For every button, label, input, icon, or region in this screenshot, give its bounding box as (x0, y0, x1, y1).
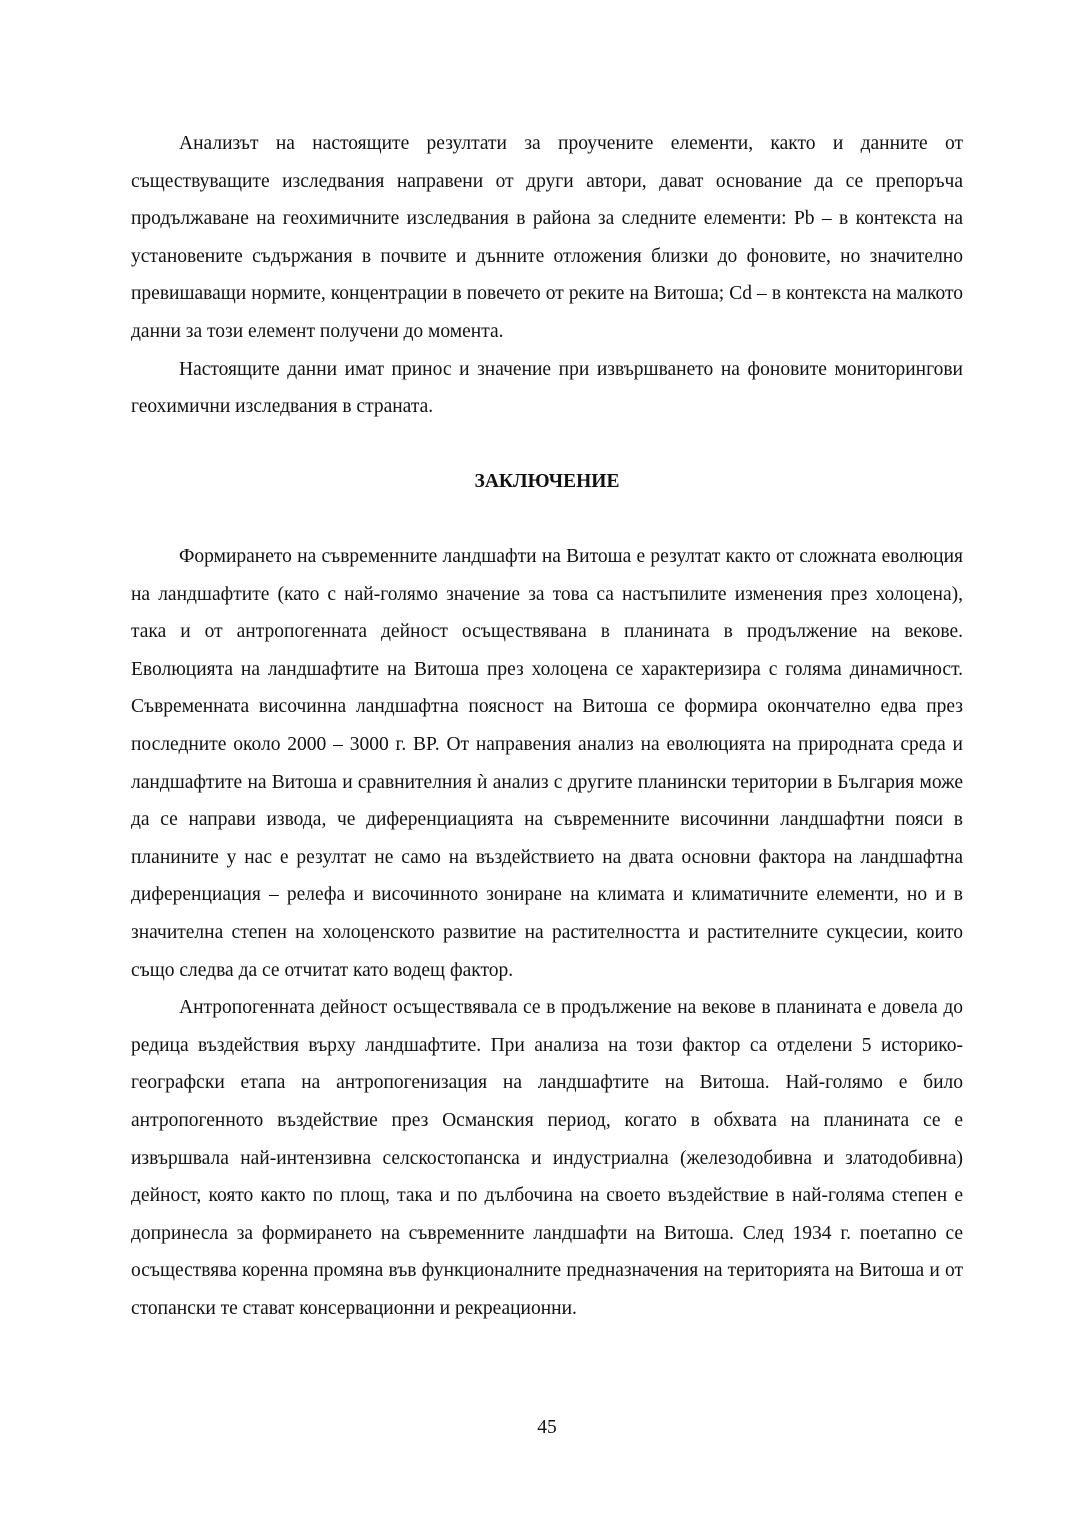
page-number: 45 (537, 1417, 557, 1438)
conclusion-text-block (131, 538, 963, 1327)
paragraph-anthropogenic-activity: Антропогенната дейност осъществявала се в продължение на векове в планината е довела до редица въздействия върху ландшафтите. При анализа на този фактор са отделени 5 историко-географски етапа на антропогенизация на ландшафтите на Витоша. Най-голямо е било антропогенното въздействие през Османския период, когато в обхвата на планината се е извършвала най-интензивна селскостопанска и индустриална (железодобивна и златодобивна) дейност, която както по площ, така и по дълбочина на своето въздействие в най-голяма степен е допринесла за формирането на съвременните ландшафти на Витоша. След 1934 г. поетапно се осъществява коренна промяна във функционалните предназначения на територията на Витоша и от стопански те стават консервационни и рекреационни. (131, 997, 963, 1319)
paragraph-analysis: Анализът на настоящите резултати за проучените елементи, както и данните от съществуващите изследвания направени от други автори, дават основание да се препоръча продължаване на геохимичните изследвания в района за следните елементи: Pb – в контекста на установените съдържания в почвите и дънните отложения близки до фоновите, но значително превишаващи нормите, концентрации в повечето от реките на Витоша; Cd – в контекста на малкото данни за този елемент получени до момента. (131, 133, 963, 342)
paragraph-monitoring: Настоящите данни имат принос и значение при извършването на фоновите мониторингови геохимични изследвания в страната. (131, 358, 963, 418)
paragraph-landscape-formation: Формирането на съвременните ландшафти на Витоша е резултат както от сложната еволюция на ландшафтите (като с най-голямо значение за това са настъпилите изменения през холоцена), така и от антропогенната дейност осъществявана в планината в продължение на векове. Еволюцията на ландшафтите на Витоша през холоцена се характеризира с голяма динамичност. Съвременната височинна ландшафтна поясност на Витоша се формира окончателно едва през последните около 2000 – 3000 г. BP. От направения анализ на еволюцията на природната среда и ландшафтите на Витоша и сравнителния ѝ анализ с другите планински територии в България може да се направи извода, че диференциацията на съвременните височинни ландшафтни пояси в планините у нас е резултат не само на въздействието на двата основни фактора на ландшафтна диференциация – релефа и височинното зониране на климата и климатичните елементи, но и в значителна степен на холоценското развитие на растителността и растителните сукцесии, които също следва да се отчитат като водещ фактор. (131, 546, 963, 981)
section-heading-conclusion: ЗАКЛЮЧЕНИЕ (474, 471, 620, 492)
top-text-block (131, 125, 963, 426)
